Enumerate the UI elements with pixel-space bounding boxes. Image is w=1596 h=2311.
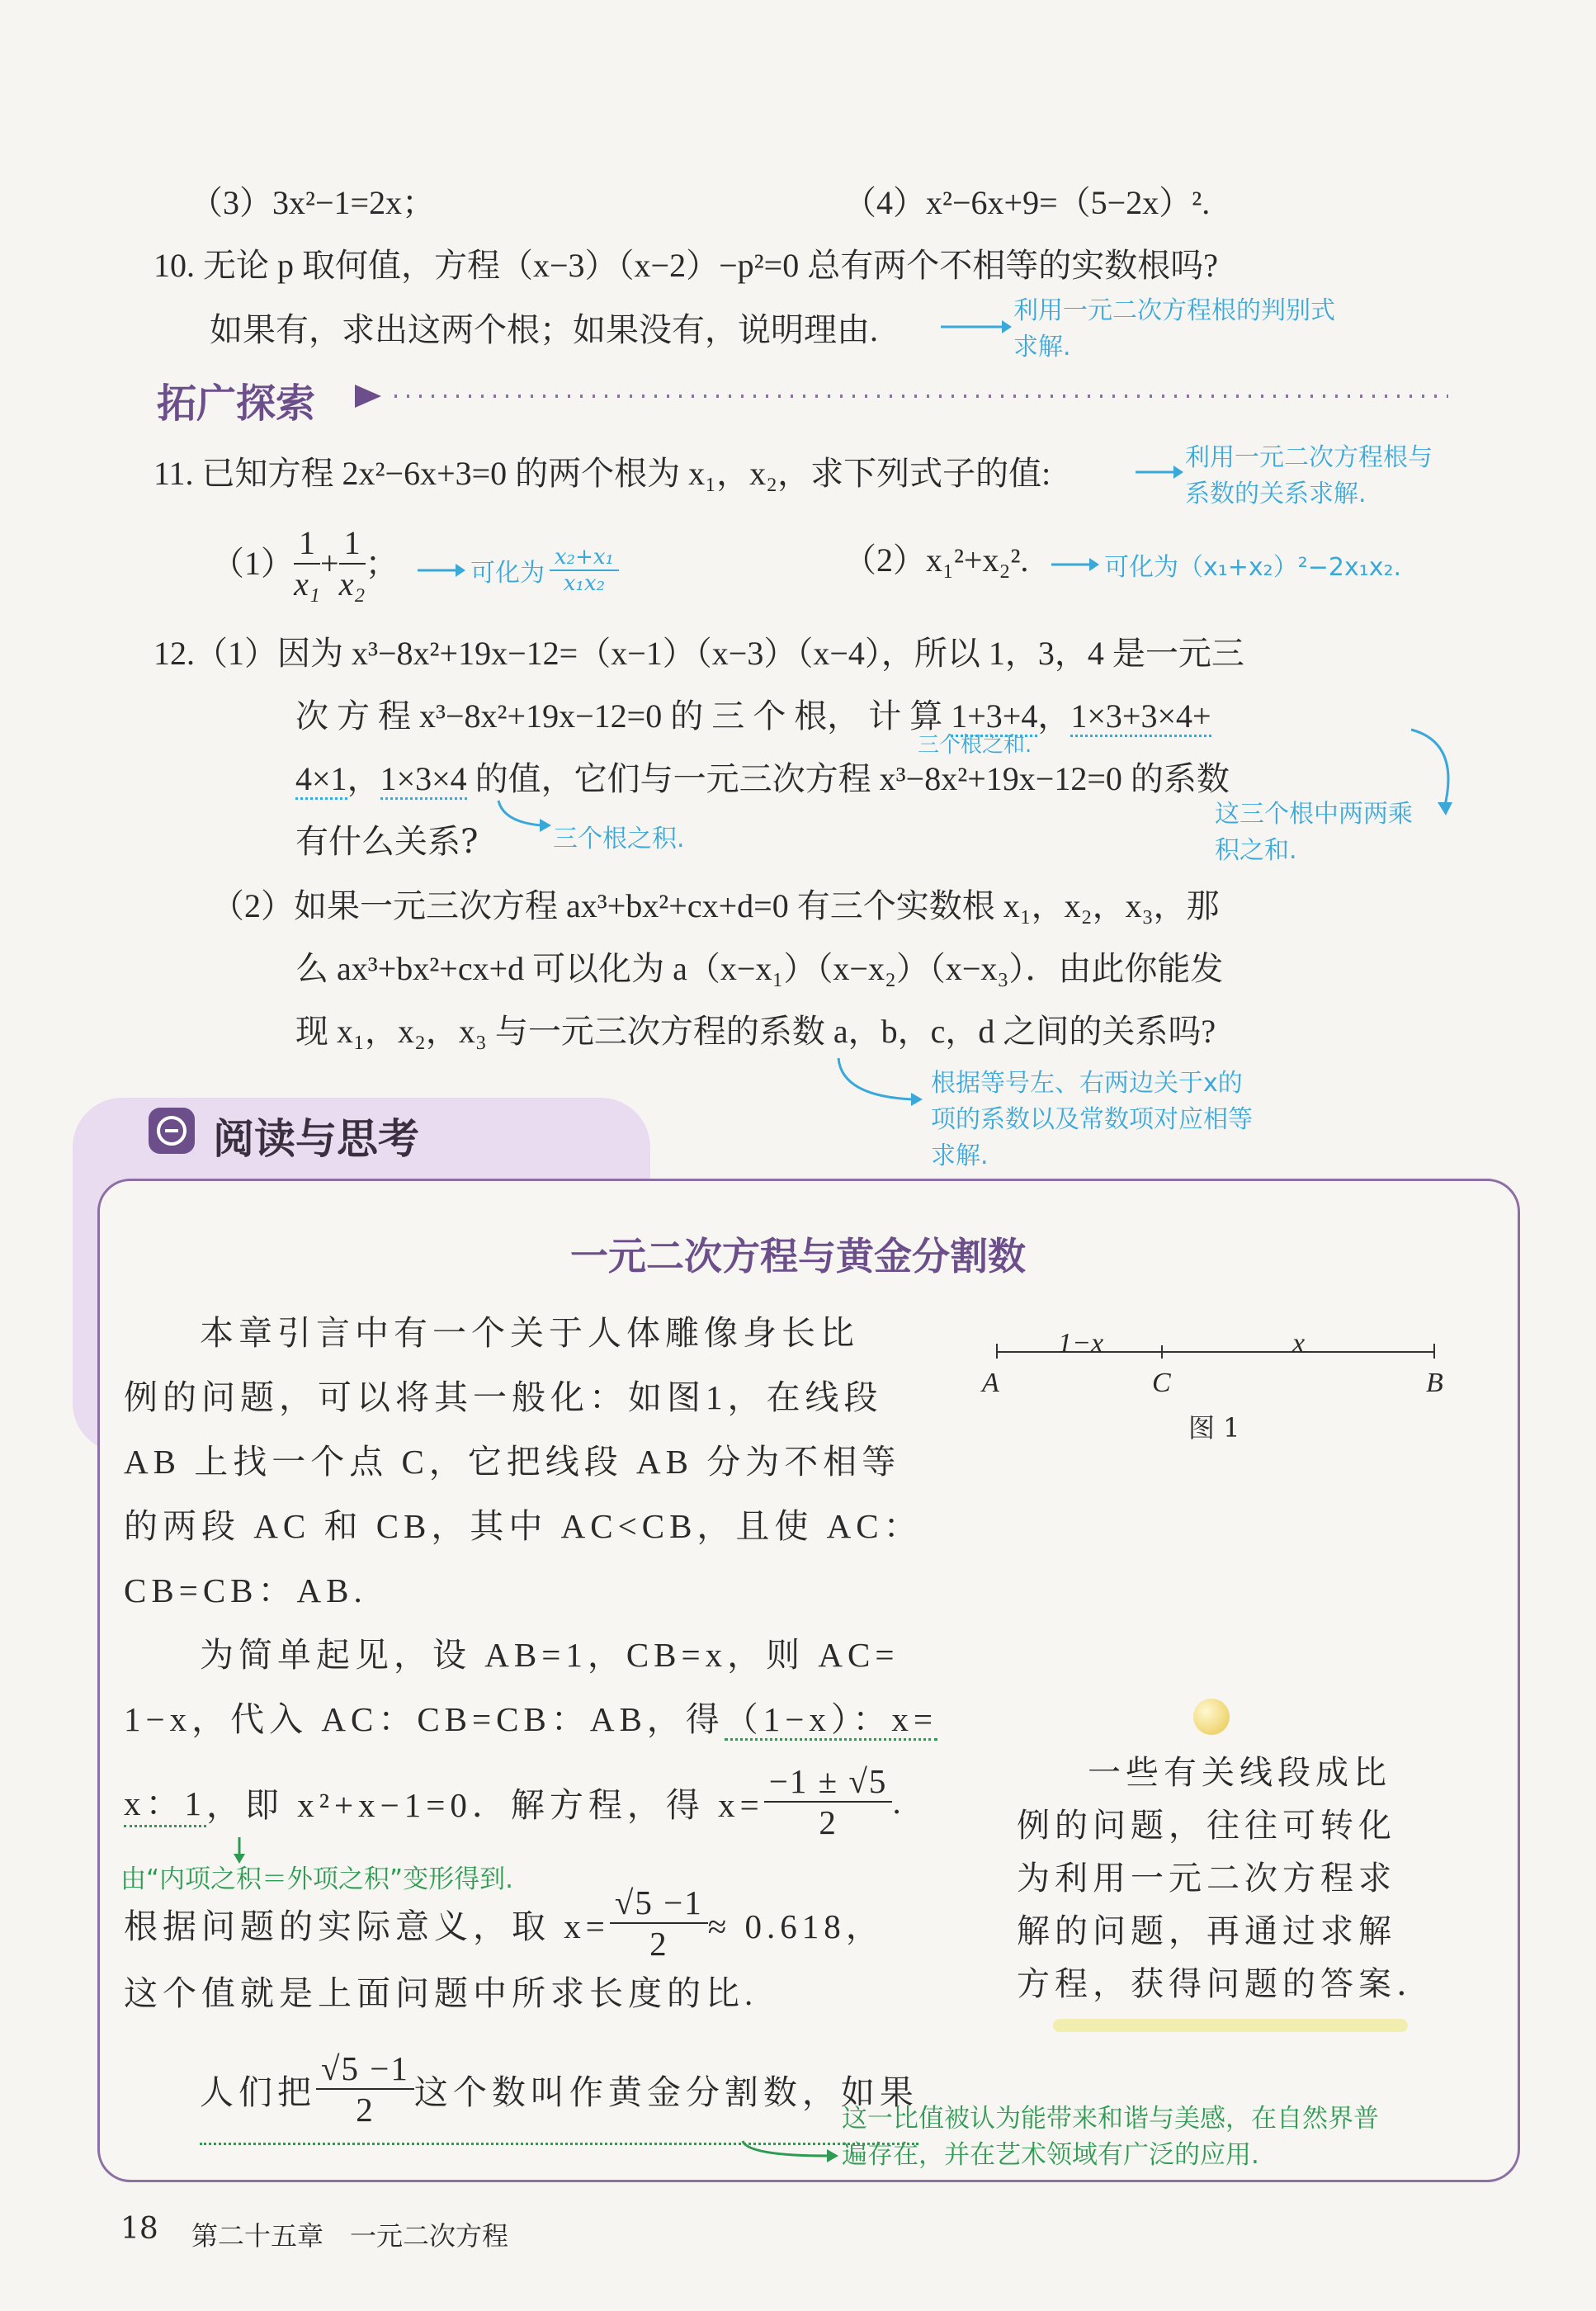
figure-point-c: C [1152, 1368, 1171, 1398]
reading-conclusion: 这个值就是上面问题中所求长度的比. [124, 1974, 758, 2012]
denominator: x₁x₂ [563, 571, 606, 596]
text: 次 方 程 x³−8x²+19x−12=0 的 三 个 根， 计 算 [295, 697, 951, 735]
underlined-sum: 1+3+4 [951, 697, 1037, 737]
book-icon [149, 1108, 195, 1154]
section-title-extend: 拓广探索 [157, 380, 316, 427]
margin-note-12b-2: 项的系数以及常数项对应相等 [931, 1105, 1253, 1134]
green-note-transform: 由“内项之积＝外项之积”变形得到. [120, 1864, 513, 1894]
text: ≈ 0.618， [707, 1907, 885, 1945]
numerator: 1 [339, 523, 366, 565]
margin-note-10b: 求解. [1013, 333, 1071, 362]
line: AB 上找一个点 C，它把线段 AB 分为不相等 [124, 1443, 901, 1481]
exercise-11-stem: 11. 已知方程 2x²−6x+3=0 的两个根为 x₁，x₂，求下列式子的值: [153, 455, 1051, 492]
text: 这个数叫作黄金分割数，如果 [413, 2072, 918, 2111]
approx-fraction [610, 1883, 708, 1964]
line: 例的问题，可以将其一般化：如图1，在线段 [124, 1378, 883, 1416]
note-text: 可化为 [470, 559, 545, 588]
exercise-11-part1-note [416, 545, 619, 596]
figure-label-1-minus-x: 1−x [1058, 1328, 1104, 1359]
plus-sign: + [320, 545, 339, 582]
numerator: x₂+x₁ [550, 545, 619, 571]
margin-note-11a: 利用一元二次方程根与 [1185, 443, 1433, 472]
text: 1−x，代入 AC：CB=CB：AB，得 [124, 1700, 725, 1738]
underlined-pairs-cont: 4×1 [295, 760, 347, 800]
text: ， [1037, 697, 1071, 735]
side-note-highlight [1053, 2019, 1408, 2032]
line: 方程，获得问题的答案. [1017, 1965, 1412, 2003]
line [124, 1687, 990, 1751]
margin-note-10a: 利用一元二次方程根的判别式 [1013, 296, 1335, 325]
margin-note-12b-1: 根据等号左、右两边关于x的 [931, 1069, 1243, 1098]
text: 根据问题的实际意义，取 x= [124, 1907, 610, 1945]
green-note-golden-2: 遍存在，并在艺术领域有广泛的应用. [842, 2140, 1259, 2170]
reading-box-title: 一元二次方程与黄金分割数 [570, 1234, 1026, 1278]
margin-note-sum: 三个根之和. [918, 733, 1032, 758]
exercise-10-line2: 如果有，求出这两个根；如果没有，说明理由. [210, 311, 878, 348]
exercise-9-4: （4）x²−6x+9=（5−2x）². [843, 184, 1211, 221]
text: ， [347, 760, 380, 797]
exercise-11-part2: （2）x₁²+x₂². [843, 541, 1029, 579]
exercise-12-part2-line1: （2）如果一元三次方程 ax³+bx²+cx+d=0 有三个实数根 x₁，x₂，x₃，那 [211, 887, 1220, 924]
period: . [892, 1783, 906, 1821]
reading-paragraph-2 [124, 1623, 990, 1751]
line: 例的问题，往往可转化 [1017, 1807, 1396, 1845]
figure-label-x: x [1292, 1328, 1306, 1359]
arrow-icon [739, 2138, 842, 2167]
denominator: 2 [819, 1803, 838, 1841]
text: ，即 x²+x−1=0．解方程，得 x= [206, 1785, 764, 1824]
underlined-ratio: x：1 [124, 1776, 206, 1827]
margin-note-12b-3: 求解. [931, 1141, 989, 1170]
note-text: 可化为（x₁+x₂）²−2x₁x₂. [1104, 553, 1402, 582]
arrow-icon [1134, 462, 1183, 482]
exercise-12-line4: 有什么关系? [295, 823, 479, 861]
part-label: （1） [211, 545, 294, 582]
numerator: −1 ± √5 [764, 1761, 893, 1803]
line: 为利用一元二次方程求 [1017, 1860, 1396, 1897]
margin-note-pairs-1: 这三个根中两两乘 [1215, 800, 1413, 829]
reading-paragraph-3 [200, 2035, 918, 2145]
figure-caption: 图 1 [1188, 1412, 1240, 1444]
exercise-12-line2 [295, 697, 1211, 736]
side-note [1017, 1746, 1446, 2011]
line: 一些有关线段成比 [1088, 1754, 1391, 1792]
exercise-12-part2-line2: 么 ax³+bx²+cx+d 可以化为 a（x−x₁）（x−x₂）（x−x₃）．由此你能发 [295, 950, 1224, 987]
exercise-12-line1: 12.（1）因为 x³−8x²+19x−12=（x−1）（x−3）（x−4），所以 1，3，4 是一元三 [153, 635, 1244, 672]
margin-note-pairs-2: 积之和. [1215, 836, 1297, 865]
note-fraction [550, 545, 619, 596]
underlined-product: 1×3×4 [380, 760, 467, 800]
margin-note-11b: 系数的关系求解. [1185, 480, 1367, 508]
reading-approx-line [124, 1874, 885, 1973]
page-number: 18 [120, 2212, 158, 2246]
line: 的两段 AC 和 CB，其中 AC<CB，且使 AC： [124, 1507, 923, 1545]
exercise-10-line1: 10. 无论 p 取何值，方程（x−3）（x−2）−p²=0 总有两个不相等的实数根吗? [153, 247, 1218, 284]
chapter-title: 第二十五章 一元二次方程 [191, 2220, 509, 2252]
bulb-icon [1193, 1699, 1230, 1735]
fraction [339, 523, 366, 604]
arrow-icon [495, 797, 553, 839]
arrow-down-icon [231, 1837, 248, 1865]
numerator: 1 [294, 523, 320, 565]
figure-point-b: B [1426, 1368, 1443, 1398]
exercise-11-part1 [211, 518, 399, 609]
exercise-11-part2-note [1050, 546, 1401, 583]
green-note-golden-1: 这一比值被认为能带来和谐与美感，在自然界普 [842, 2104, 1379, 2134]
numerator: √5 −1 [610, 1883, 708, 1924]
line: 为简单起见，设 AB=1，CB=x，则 AC= [200, 1636, 900, 1674]
arrow-icon [833, 1055, 924, 1113]
line: 本章引言中有一个关于人体雕像身长比 [200, 1314, 859, 1352]
text: 人们把 [200, 2072, 316, 2111]
denominator: 2 [649, 1925, 668, 1963]
reading-paragraph-1 [124, 1301, 990, 1623]
exercise-12-part2-line3: 现 x₁，x₂，x₃ 与一元三次方程的系数 a，b，c，d 之间的关系吗? [295, 1013, 1216, 1050]
solution-fraction [764, 1761, 893, 1842]
numerator: √5 −1 [316, 2049, 414, 2090]
line: CB=CB：AB. [124, 1571, 367, 1609]
underlined-proportion: （1−x）：x= [725, 1700, 937, 1741]
golden-fraction [316, 2049, 414, 2129]
denominator: x₁ [294, 565, 320, 603]
arrow-icon [1403, 726, 1469, 817]
exercise-9-3: （3）3x²−1=2x； [190, 184, 436, 221]
reading-solution-line [124, 1756, 906, 1847]
arrow-icon [937, 317, 1012, 337]
fraction [294, 523, 320, 604]
arrow-icon [416, 560, 465, 580]
reading-icon [149, 1108, 195, 1154]
denominator: 2 [356, 2091, 375, 2129]
arrow-icon [1050, 555, 1099, 574]
underlined-pairs: 1×3+3×4+ [1070, 697, 1211, 737]
margin-note-product: 三个根之积. [553, 825, 685, 853]
reading-tab-title: 阅读与思考 [213, 1115, 419, 1163]
figure-point-a: A [982, 1368, 999, 1398]
denominator: x₂ [338, 565, 366, 603]
semicolon: ； [365, 545, 399, 582]
text: 的值，它们与一元三次方程 x³−8x²+19x−12=0 的系数 [466, 760, 1230, 797]
section-divider [355, 381, 1452, 414]
line: 解的问题，再通过求解 [1017, 1912, 1396, 1950]
exercise-12-line3 [295, 759, 1230, 799]
